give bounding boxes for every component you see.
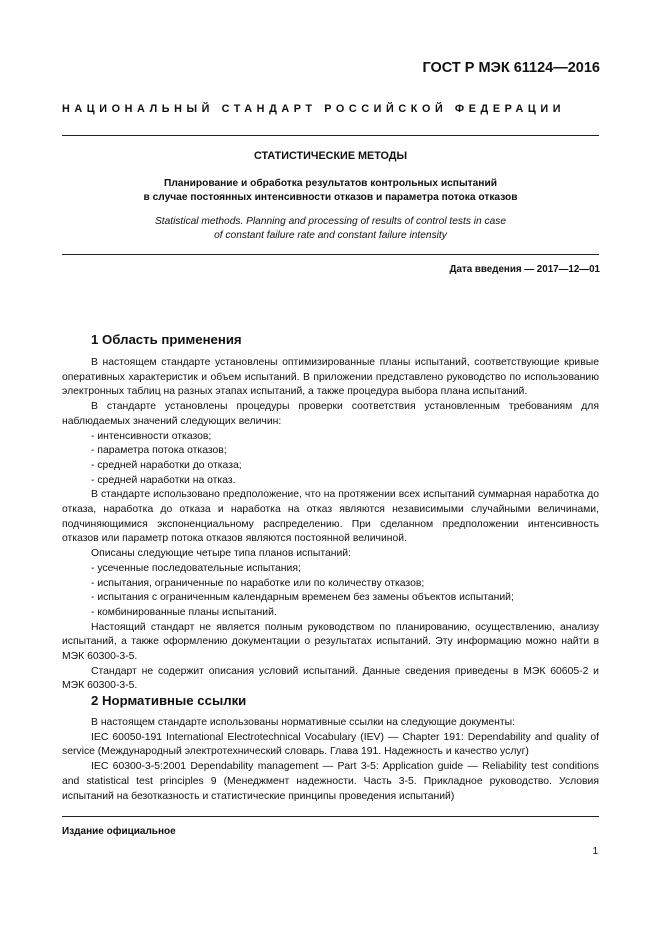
paragraph: Описаны следующие четыре типа планов испытаний: — [91, 548, 351, 560]
document-subtitle-ru — [62, 177, 599, 205]
subtitle-en-line-1: Statistical methods. Planning and processing of results of control tests in case — [154, 216, 507, 227]
paragraph: В стандарте установлены процедуры проверки соответствия установленным требованиям для наблюдаемых значений следующих величин: — [62, 401, 599, 427]
list-item: - комбинированные планы испытаний. — [91, 606, 277, 618]
paragraph: IEC 60300-3-5:2001 Dependability management — Part 3-5: Application guide — Reliability test conditions and statistical test principles 9 (Менеджмент надежности. Часть 3-5. Прикладное руководство. Условия испытаний на безотказность и статистические принципы проведения испытаний) — [62, 761, 599, 802]
subtitle-en-line-2: of constant failure rate and constant failure intensity — [214, 230, 447, 241]
list-item: - испытания с ограниченным календарным временем без замены объектов испытаний; — [91, 592, 514, 604]
document-title: СТАТИСТИЧЕСКИЕ МЕТОДЫ — [253, 150, 408, 162]
section-1-body — [62, 356, 599, 694]
list-item: - испытания, ограниченные по наработке или по количеству отказов; — [91, 577, 425, 589]
official-edition-label: Издание официальное — [62, 826, 176, 837]
paragraph: IEC 60050-191 International Electrotechnical Vocabulary (IEV) — Chapter 191: Dependability and quality of service (Международный электротехнический словарь. Глава 191. Надежность и качество услуг) — [62, 731, 599, 758]
title-divider — [62, 254, 599, 255]
section-1-heading: 1 Область применения — [91, 332, 242, 347]
paragraph: В стандарте использовано предположение, что на протяжении всех испытаний суммарная наработка до отказа, наработка до отказа и наработка на отказ являются независимыми случайными величинами, подчиняющимися экспоненциальному распределению. При сделанном предположении интенсивность отказов или параметр потока отказов являются постоянной величиной. — [62, 489, 599, 545]
header-divider — [62, 135, 599, 136]
paragraph: Настоящий стандарт не является полным руководством по планированию, осуществлению, анализу испытаний, а также оформлению документации о результатах испытаний. Эту информацию можно найти в МЭК 60300-3-5. — [62, 621, 599, 663]
footer-divider — [62, 816, 599, 817]
list-item: - средней наработки до отказа; — [91, 459, 242, 471]
subtitle-ru-line-1: Планирование и обработка результатов контрольных испытаний — [164, 178, 497, 189]
paragraph: В настоящем стандарте использованы нормативные ссылки на следующие документы: — [91, 717, 515, 728]
paragraph: В настоящем стандарте установлены оптимизированные планы испытаний, соответствующие кривые оперативных характеристик и объем испытаний. В приложении представлено руководство по использованию электронных таблиц на разных этапах испытаний, а также процедура выбора плана испытаний. — [62, 357, 599, 398]
list-item: - средней наработки на отказ. — [91, 474, 236, 486]
list-item: - параметра потока отказов; — [91, 445, 227, 457]
page-number: 1 — [592, 846, 598, 857]
subtitle-ru-line-2: в случае постоянных интенсивности отказов и параметра потока отказов — [143, 192, 518, 203]
document-subtitle-en — [62, 215, 599, 243]
list-item: - усеченные последовательные испытания; — [91, 562, 301, 574]
introduction-date: Дата введения — 2017—12—01 — [449, 264, 600, 275]
national-standard-title: НАЦИОНАЛЬНЫЙ СТАНДАРТ РОССИЙСКОЙ ФЕДЕРАЦИИ — [62, 103, 566, 115]
list-item: - интенсивности отказов; — [91, 430, 212, 442]
section-2-body — [62, 716, 599, 804]
paragraph: Стандарт не содержит описания условий испытаний. Данные сведения приведены в МЭК 60605-2 и МЭК 60300-3-5. — [62, 665, 599, 692]
section-2-heading: 2 Нормативные ссылки — [91, 693, 247, 708]
standard-code: ГОСТ Р МЭК 61124—2016 — [422, 60, 600, 76]
